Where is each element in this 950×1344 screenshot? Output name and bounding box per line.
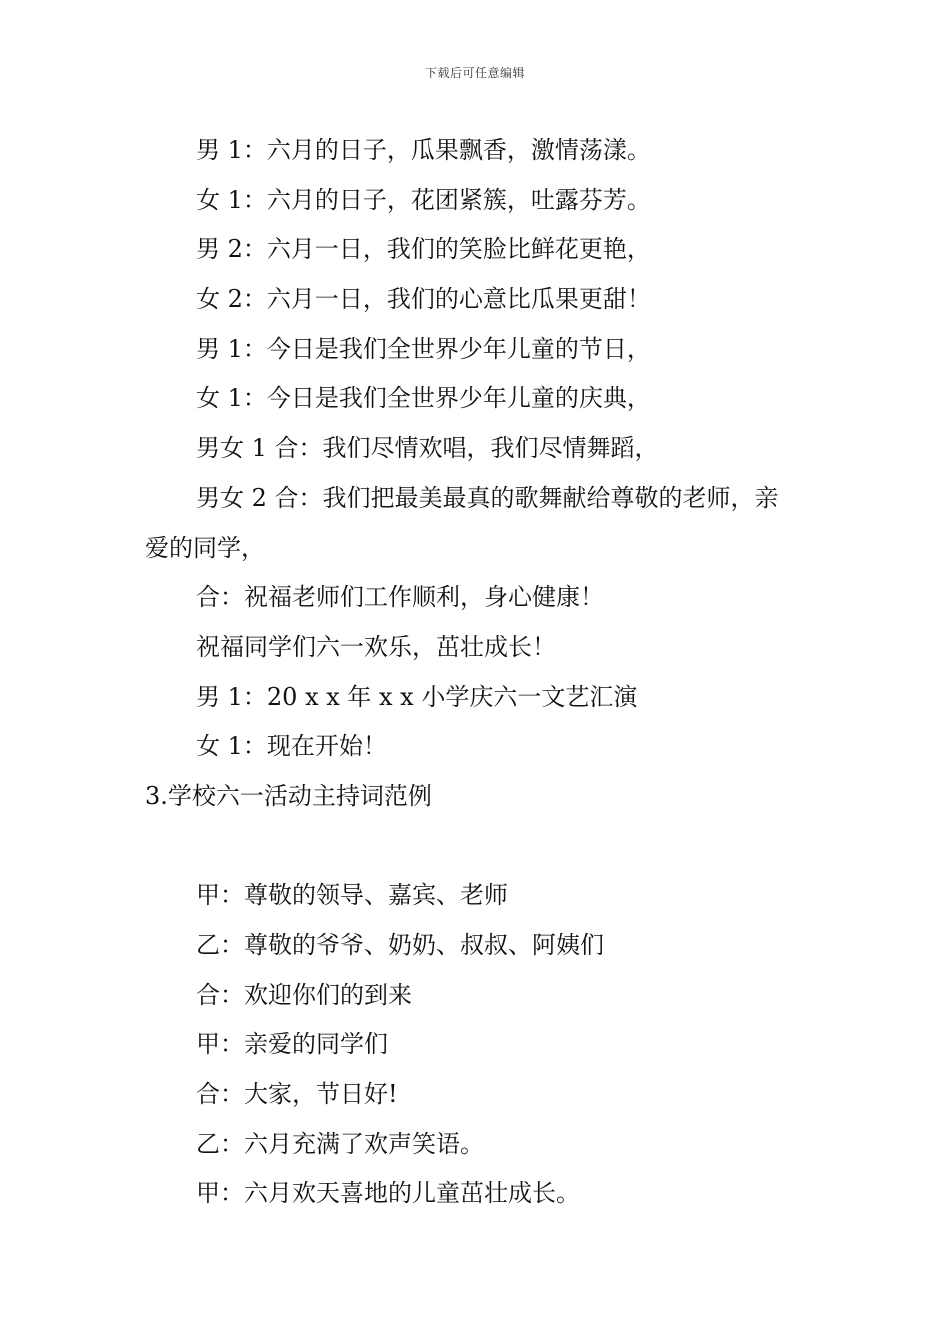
section-heading: 3.学校六一活动主持词范例 bbox=[145, 781, 432, 810]
dialogue-line: 合：祝福老师们工作顺利，身心健康！ bbox=[196, 583, 604, 612]
dialogue-line: 甲：六月欢天喜地的儿童茁壮成长。 bbox=[196, 1179, 580, 1208]
dialogue-line: 男女 1 合：我们尽情欢唱，我们尽情舞蹈， bbox=[196, 434, 659, 463]
dialogue-line: 男 2：六月一日，我们的笑脸比鲜花更艳， bbox=[196, 235, 651, 264]
dialogue-line: 甲：尊敬的领导、嘉宾、老师 bbox=[196, 881, 508, 910]
page-header-note: 下载后可任意编辑 bbox=[424, 66, 525, 80]
dialogue-line: 女 1：今日是我们全世界少年儿童的庆典， bbox=[196, 384, 651, 413]
dialogue-line: 乙：六月充满了欢声笑语。 bbox=[196, 1129, 484, 1158]
dialogue-line: 合：欢迎你们的到来 bbox=[196, 980, 412, 1009]
dialogue-line: 乙：尊敬的爷爷、奶奶、叔叔、阿姨们 bbox=[196, 931, 604, 959]
dialogue-line: 男 1：20 x x 年 x x 小学庆六一文艺汇演 bbox=[196, 682, 638, 711]
dialogue-line: 合：大家，节日好! bbox=[196, 1080, 398, 1109]
blank-line bbox=[145, 822, 810, 872]
document-body bbox=[145, 126, 810, 1219]
dialogue-line: 女 2：六月一日，我们的心意比瓜果更甜！ bbox=[196, 285, 651, 314]
dialogue-line: 祝福同学们六一欢乐，茁壮成长！ bbox=[196, 632, 556, 661]
dialogue-line-wrapped-start: 男女 2 合：我们把最美最真的歌舞献给尊敬的老师，亲 bbox=[196, 483, 779, 512]
dialogue-line: 女 1：现在开始！ bbox=[196, 732, 387, 761]
dialogue-line: 女 1：六月的日子，花团紧簇，吐露芬芳。 bbox=[196, 185, 651, 214]
dialogue-line: 男 1：六月的日子，瓜果飘香，激情荡漾。 bbox=[196, 136, 651, 164]
dialogue-line: 甲：亲爱的同学们 bbox=[196, 1030, 388, 1059]
dialogue-line: 男 1：今日是我们全世界少年儿童的节日， bbox=[196, 334, 651, 363]
dialogue-line-wrapped-end: 爱的同学， bbox=[145, 533, 265, 562]
